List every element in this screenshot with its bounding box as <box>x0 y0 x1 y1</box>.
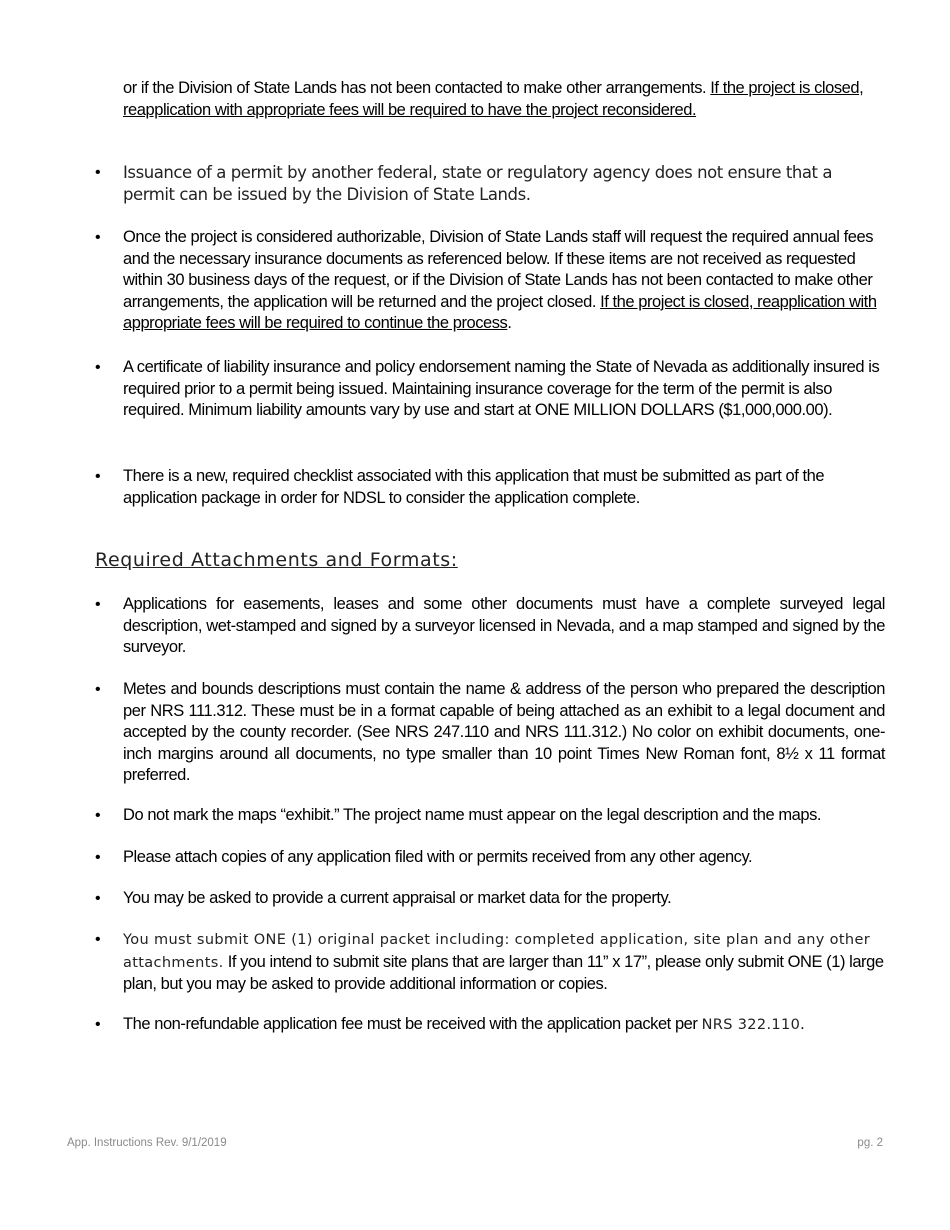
bullet-icon: • <box>95 229 101 246</box>
bullet-icon: • <box>95 807 101 824</box>
bullet-icon: • <box>95 849 101 866</box>
list-item-text: Do not mark the maps “exhibit.” The project name must appear on the legal description and the maps. <box>123 806 822 824</box>
list-item-text-alt: NRS 322.110 <box>701 1017 801 1033</box>
bullet-icon: • <box>95 931 101 948</box>
bullet-icon: • <box>95 359 101 376</box>
footer-page-number: pg. 2 <box>857 1137 883 1149</box>
list-item-text <box>123 227 885 335</box>
list-item-text-plain: Once the project is considered authorizable, Division of State Lands staff will request the required annual fees and the necessary insurance documents as referenced below. If these items are not received as requested within 30 business days of the request, or if the Division of State Lands has not been contacted to make other arrangements, the application will be returned and the project closed. <box>123 228 874 311</box>
list-item-text: Metes and bounds descriptions must contain the name & address of the person who prepared the description per NRS 111.312. These must be in a format capable of being attached as an exhibit to a legal document and accepted by the county recorder. (See NRS 247.110 and NRS 111.312.) No color on exhibit documents, one-inch margins around all documents, no type smaller than 10 point Times New Roman font, 8½ x 11 format preferred. <box>123 680 885 784</box>
footer-revision: App. Instructions Rev. 9/1/2019 <box>67 1137 227 1149</box>
list-item-text: Applications for easements, leases and some other documents must have a complete surveyed legal description, wet-stamped and signed by a surveyor licensed in Nevada, and a map stamped and signed by the surveyor. <box>123 595 885 656</box>
list-item-text: You may be asked to provide a current appraisal or market data for the property. <box>123 889 672 907</box>
list-item-text: Issuance of a permit by another federal, state or regulatory agency does not ensure that a permit can be issued by the Division of State Lands. <box>123 163 833 204</box>
bullet-icon: • <box>95 596 101 613</box>
list-item-text-tail: . <box>800 1015 805 1033</box>
bullet-icon: • <box>95 1016 101 1033</box>
bullet-icon: • <box>95 890 101 907</box>
bullet-icon: • <box>95 681 101 698</box>
list-item-text-tail: . <box>507 314 512 332</box>
list-item-text-underlined: If the project is closed, reapplication with appropriate fees will be required to continue the process <box>123 292 877 332</box>
bullet-icon: • <box>95 468 101 485</box>
list-item-text-plain: The non-refundable application fee must be received with the application packet per <box>123 1015 702 1033</box>
continuation-paragraph <box>123 78 885 121</box>
list-item-text: There is a new, required checklist associated with this application that must be submitted as part of the application package in order for NDSL to consider the application complete. <box>123 467 825 507</box>
list-item-text <box>123 929 885 996</box>
bullet-icon: • <box>95 164 101 181</box>
list-item-text-alt: You must submit ONE (1) original packet including: completed application, site plan and any other attachments. <box>123 932 871 971</box>
list-item-text-plain: If you intend to submit site plans that are larger than 11” x 17”, please only submit ONE (1) large plan, but you may be asked to provide additional information or copies. <box>123 952 884 993</box>
list-item-text: A certificate of liability insurance and policy endorsement naming the State of Nevada as additionally insured is required prior to a permit being issued. Maintaining insurance coverage for the term of the permit is also required. Minimum liability amounts vary by use and start at ONE MILLION DOLLARS ($1,000,000.00). <box>123 358 880 419</box>
section-heading: Required Attachments and Formats: <box>95 549 458 571</box>
continuation-text: or if the Division of State Lands has not been contacted to make other arrangements. <box>123 79 711 97</box>
list-item-text: Please attach copies of any application filed with or permits received from any other agency. <box>123 848 753 866</box>
list-item-text <box>123 1014 885 1037</box>
continuation-underlined-text: If the project is closed, reapplication with appropriate fees will be required to have the project reconsidered. <box>123 79 864 119</box>
